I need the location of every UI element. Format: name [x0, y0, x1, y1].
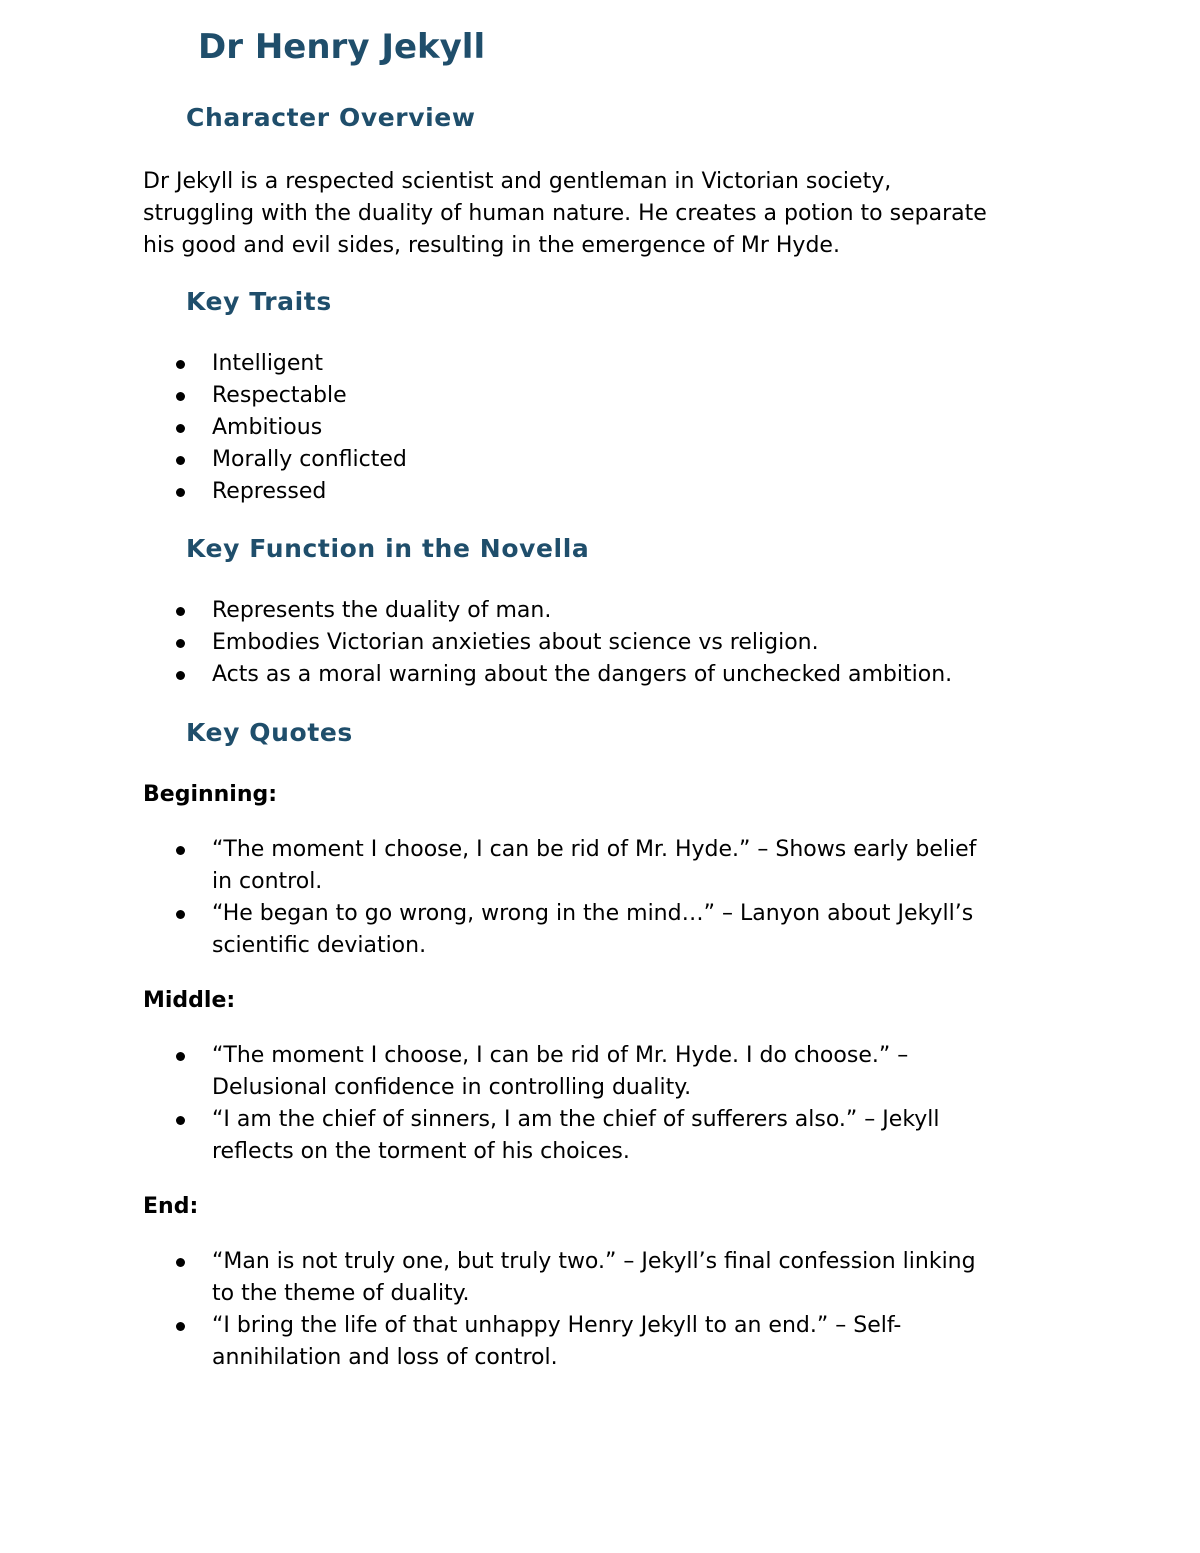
quote-item: “The moment I choose, I can be rid of Mr. Hyde.” – Shows early belief in control. — [0, 834, 976, 898]
bullet-icon — [176, 360, 185, 369]
bullet-icon — [176, 910, 185, 919]
overview-heading: Character Overview — [186, 103, 476, 132]
bullet-icon — [176, 1116, 185, 1125]
bullet-icon — [176, 392, 185, 401]
overview-line: struggling with the duality of human nature. He creates a potion to separate — [143, 201, 987, 226]
bullet-icon — [176, 424, 185, 433]
traits-list — [0, 348, 407, 508]
function-list — [0, 595, 952, 691]
list-item: Embodies Victorian anxieties about science vs religion. — [0, 627, 952, 659]
page-title: Dr Henry Jekyll — [198, 27, 486, 67]
beginning-label: Beginning: — [143, 782, 278, 807]
end-label: End: — [143, 1194, 199, 1219]
list-item: Morally conflicted — [0, 444, 407, 476]
bullet-icon — [176, 639, 185, 648]
end-quotes-list — [0, 1246, 976, 1374]
quotes-heading: Key Quotes — [186, 718, 353, 747]
bullet-icon — [176, 846, 185, 855]
bullet-icon — [176, 671, 185, 680]
list-item: Repressed — [0, 476, 407, 508]
traits-heading: Key Traits — [186, 287, 332, 316]
quote-item: “I am the chief of sinners, I am the chief of sufferers also.” – Jekyll reflects on the torment of his choices. — [0, 1104, 940, 1168]
overview-paragraph — [143, 166, 1063, 262]
beginning-quotes-list — [0, 834, 976, 962]
overview-line: his good and evil sides, resulting in the emergence of Mr Hyde. — [143, 233, 840, 258]
bullet-icon — [176, 1258, 185, 1267]
bullet-icon — [176, 1052, 185, 1061]
list-item: Acts as a moral warning about the dangers of unchecked ambition. — [0, 659, 952, 691]
bullet-icon — [176, 488, 185, 497]
list-item: Respectable — [0, 380, 407, 412]
bullet-icon — [176, 456, 185, 465]
quote-item: “I bring the life of that unhappy Henry Jekyll to an end.” – Self- annihilation and loss of control. — [0, 1310, 976, 1374]
function-heading: Key Function in the Novella — [186, 534, 590, 563]
list-item: Ambitious — [0, 412, 407, 444]
overview-line: Dr Jekyll is a respected scientist and gentleman in Victorian society, — [143, 169, 892, 194]
quote-item: “The moment I choose, I can be rid of Mr. Hyde. I do choose.” – Delusional confidence in controlling duality. — [0, 1040, 940, 1104]
bullet-icon — [176, 607, 185, 616]
bullet-icon — [176, 1322, 185, 1331]
quote-item: “He began to go wrong, wrong in the mind…” – Lanyon about Jekyll’s scientific deviation. — [0, 898, 976, 962]
middle-label: Middle: — [143, 988, 236, 1013]
list-item: Intelligent — [0, 348, 407, 380]
list-item: Represents the duality of man. — [0, 595, 952, 627]
quote-item: “Man is not truly one, but truly two.” – Jekyll’s final confession linking to the theme of duality. — [0, 1246, 976, 1310]
middle-quotes-list — [0, 1040, 940, 1168]
